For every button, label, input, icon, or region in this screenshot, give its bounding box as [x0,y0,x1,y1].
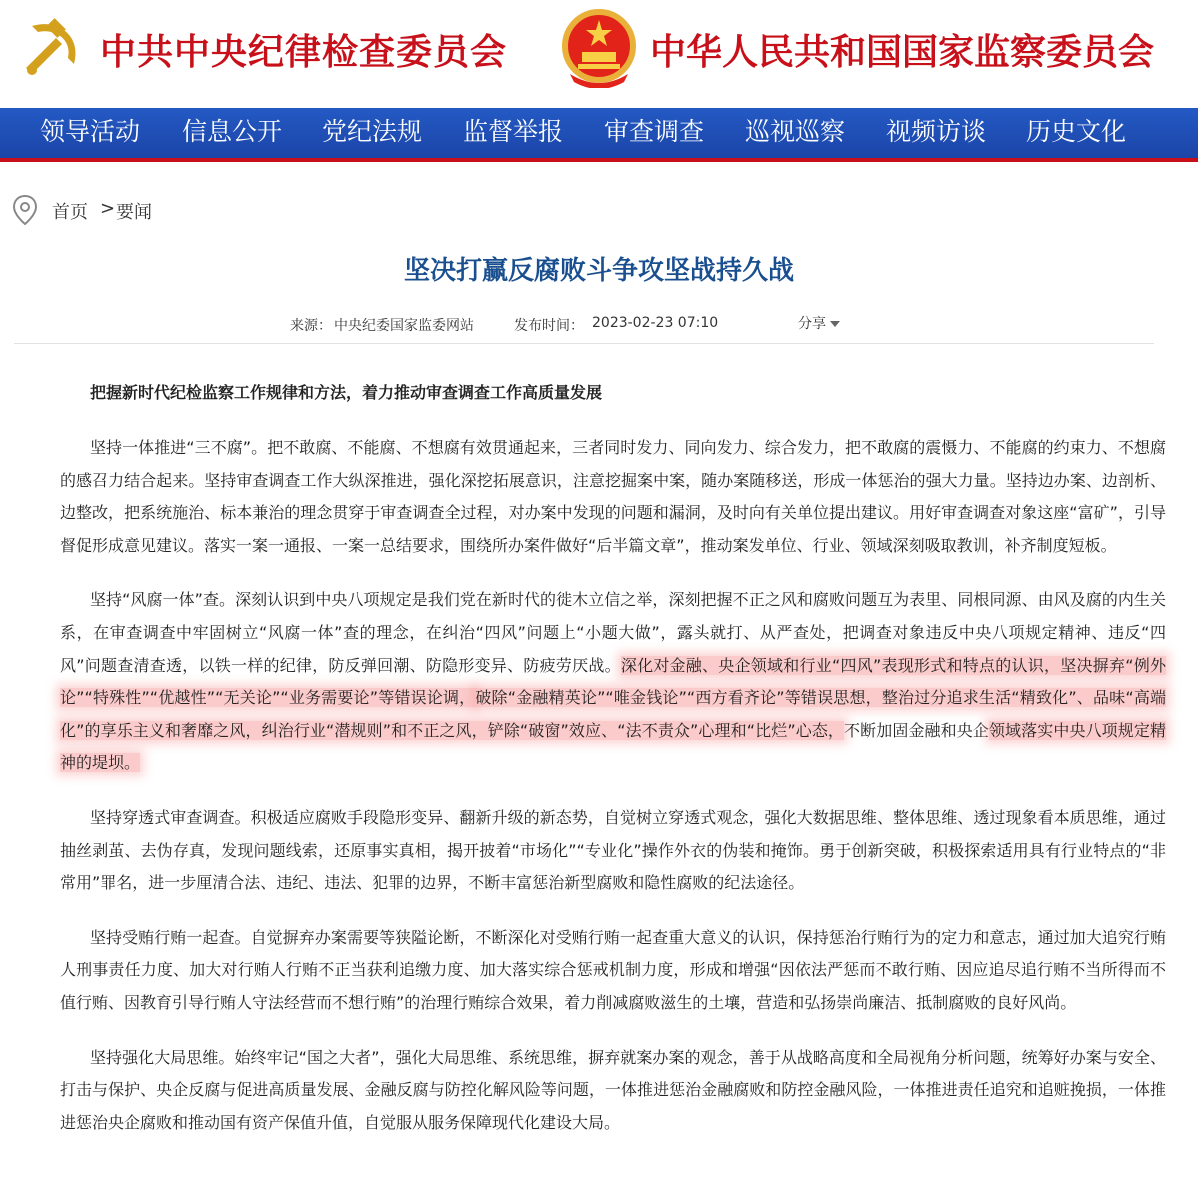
paragraph-2-text: 坚持“风腐一体”查。深刻认识到中央八项规定是我们党在新时代的徙木立信之举，深刻把握不正之风和腐败问题互为表里、同根同源、由风及腐的内生关系，在审查调查中牢固树立“风腐一体”查的理念，在纠治“四风”问题上“小题大做”，露头就打、从严查处，把调查对象违反中央八项规定精神、违反“四风”问题查清查透，以铁一样的纪律，防反弹回潮、防隐形变异、防疲劳厌战。 [60,590,1166,675]
section-heading: 把握新时代纪检监察工作规律和方法，着力推动审查调查工作高质量发展 [90,383,603,402]
highlighted-text: 破除“金融精英论”“唯金钱论”“西方看齐论”等错误思想，整治过分追求生活“精致化”、品味“高端化”的享乐主义和奢靡之风，纠治行业“潜规则”和不正之风，铲除“破窗”效应、“法不责众”心理和“比烂”心态， [60,688,1166,740]
paragraph-1: 坚持一体推进“三不腐”。把不敢腐、不能腐、不想腐有效贯通起来，三者同时发力、同向发力、综合发力，把不敢腐的震慑力、不能腐的约束力、不想腐的感召力结合起来。坚持审查调查工作大纵深推进，强化深挖拓展意识，注意挖掘案中案，随办案随移送，形成一体惩治的强大力量。坚持边办案、边剖析、边整改，把系统施治、标本兼治的理念贯穿于审查调查全过程，对办案中发现的问题和漏洞，及时向有关单位提出建议。用好审查调查对象这座“富矿”，引导督促形成意见建议。落实一案一通报、一案一总结要求，围绕所办案件做好“后半篇文章”，推动案发单位、行业、领域深刻吸取教训，补齐制度短板。 [60,438,1166,555]
nav-item-inspection[interactable]: 巡视巡察 [745,117,846,146]
nav-item-regulations[interactable]: 党纪法规 [322,117,423,146]
nav-item-investigation[interactable]: 审查调查 [604,117,705,146]
party-emblem-icon [18,12,84,78]
header-divider [14,343,1154,344]
article-body [60,378,1166,1161]
ccdi-site-name[interactable]: 中共中央纪律检查委员会 [100,31,508,73]
nav-item-history[interactable]: 历史文化 [1026,117,1127,146]
national-emblem-icon [560,8,638,88]
share-label: 分享 [798,316,826,332]
publish-time-label: 发布时间： [514,318,584,334]
nav-item-report[interactable]: 监督举报 [463,117,564,146]
share-button[interactable] [798,313,840,333]
article-title: 坚决打赢反腐败斗争攻坚战持久战 [403,256,794,286]
nav-item-video[interactable]: 视频访谈 [886,117,987,146]
nav-item-leadership[interactable]: 领导活动 [40,117,141,146]
paragraph-3: 坚持穿透式审查调查。积极适应腐败手段隐形变异、翻新升级的新态势，自觉树立穿透式观念，强化大数据思维、整体思维、透过现象看本质思维，通过抽丝剥茧、去伪存真，发现问题线索，还原事实真相，揭开披着“市场化”“专业化”操作外衣的伪装和掩饰。勇于创新突破，积极探索适用具有行业特点的“非常用”罪名，进一步厘清合法、违纪、违法、犯罪的边界，不断丰富惩治新型腐败和隐性腐败的纪法途径。 [60,807,1166,893]
paragraph-5: 坚持强化大局思维。始终牢记“国之大者”，强化大局思维、系统思维，摒弃就案办案的观念，善于从战略高度和全局视角分析问题，统筹好办案与安全、打击与保护、央企反腐与促进高质量发展、金融反腐与防控化解风险等问题，一体推进惩治金融腐败和防控金融风险，一体推进责任追究和追赃挽损，一体推进惩治央企腐败和推动国有资产保值升值，自觉服从服务保障现代化建设大局。 [60,1047,1166,1132]
article-source: 中央纪委国家监委网站 [334,318,474,334]
nsc-site-name[interactable]: 中华人民共和国国家监察委员会 [650,31,1155,73]
highlighted-text: 深化对金融、央企领域和行业“四风”表现形式和特点的认识，坚决摒弃“例外论”“特殊性”“优越性”“无关论”“业务需要论”等错误论调， [60,655,1166,708]
breadcrumb-home-link[interactable]: 首页 [52,202,88,223]
highlighted-text: 领域落实中央八项规定精神的堤坝。 [60,720,1166,773]
site-banner [0,0,1198,108]
breadcrumb-separator: > [100,198,116,219]
location-pin-icon [12,194,38,226]
main-nav [0,108,1198,162]
paragraph-4: 坚持受贿行贿一起查。自觉摒弃办案需要等狭隘论断，不断深化对受贿行贿一起查重大意义的认识，保持惩治行贿行为的定力和意志，通过加大追究行贿人刑事责任力度、加大对行贿人行贿不正当获利追缴力度、加大落实综合惩戒机制力度，形成和增强“因依法严惩而不敢行贿、因应追尽追行贿不当所得而不值行贿、因教育引导行贿人守法经营而不想行贿”的治理行贿综合效果，着力削减腐败滋生的土壤，营造和弘扬崇尚廉洁、抵制腐败的良好风尚。 [60,927,1166,1012]
breadcrumb-current[interactable]: 要闻 [116,202,152,223]
publish-time: 2023-02-23 07:10 [592,315,719,331]
source-label: 来源： [290,318,332,334]
caret-down-icon [830,321,840,327]
paragraph-2-text: 不断加固金融和央企 [844,720,989,740]
paragraph-2 [60,584,1166,780]
nav-item-info[interactable]: 信息公开 [182,117,283,146]
